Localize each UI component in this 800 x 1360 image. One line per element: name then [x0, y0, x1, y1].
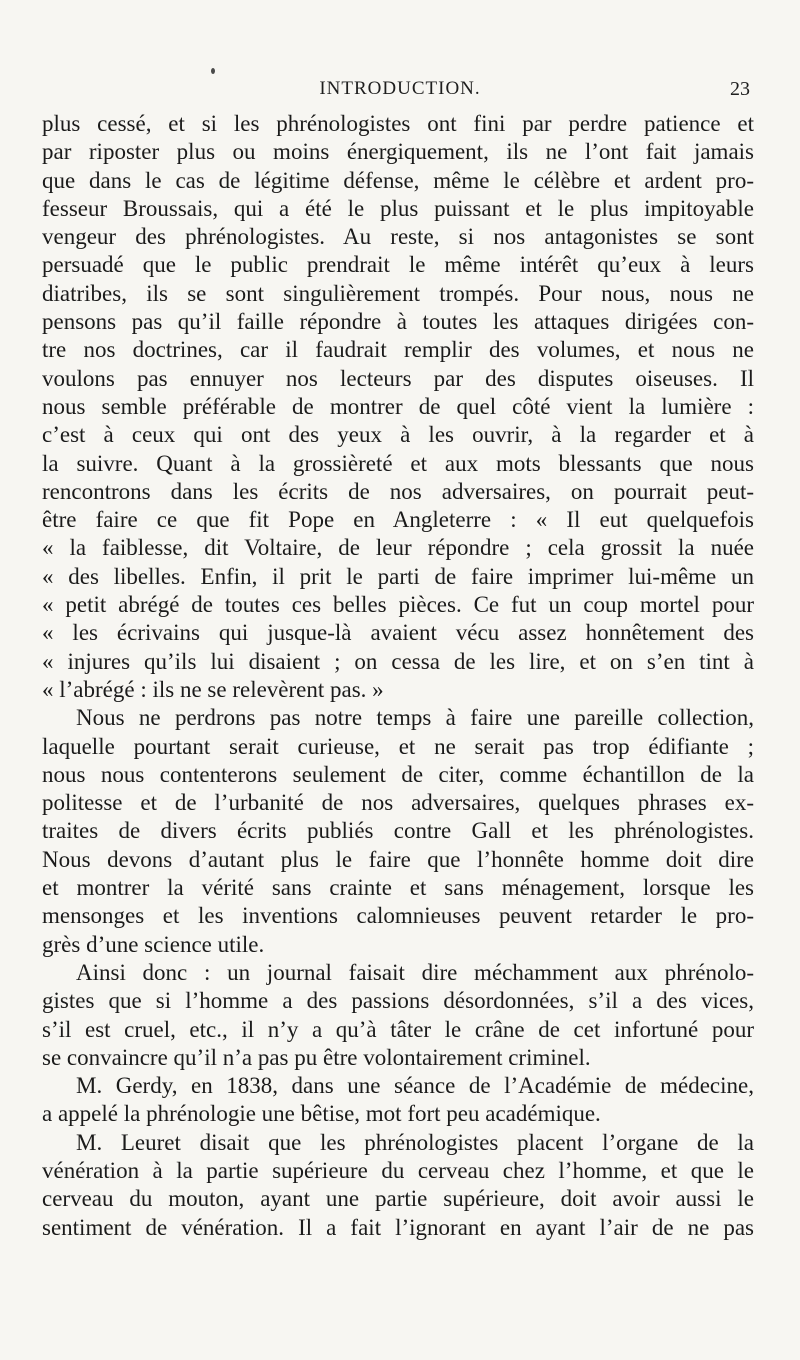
text-line: Nous ne perdrons pas notre temps à faire une pareille collection, [76, 705, 754, 731]
text-line: que dans le cas de légitime défense, même le célèbre et ardent pro- [42, 167, 754, 193]
text-line: cerveau du mouton, ayant une partie supérieure, doit avoir aussi le [42, 1186, 754, 1212]
text-line: « des libelles. Enfin, il prit le parti de faire imprimer lui-même un [42, 563, 754, 589]
text-line: c’est à ceux qui ont des yeux à les ouvrir, à la regarder et à [42, 422, 754, 448]
text-line: M. Leuret disait que les phrénologistes placent l’organe de la [76, 1129, 754, 1155]
text-line: plus cessé, et si les phrénologistes ont fini par perdre patience et [42, 111, 754, 136]
text-line: tre nos doctrines, car il faudrait remplir des volumes, et nous ne [42, 337, 754, 363]
text-line: rencontrons dans les écrits de nos adversaires, on pourrait peut- [42, 478, 754, 504]
text-line: traites de divers écrits publiés contre Gall et les phrénologistes. [42, 818, 754, 844]
text-line: « petit abrégé de toutes ces belles pièces. Ce fut un coup mortel pour [42, 592, 754, 618]
text-line: Ainsi donc : un journal faisait dire méchamment aux phrénolo- [76, 959, 754, 985]
text-line: persuadé que le public prendrait le même intérêt qu’eux à leurs [42, 252, 754, 278]
text-line: politesse et de l’urbanité de nos adversaires, quelques phrases ex- [42, 790, 754, 816]
ink-speck [211, 68, 215, 74]
text-line: nous semble préférable de montrer de quel côté vient la lumière : [42, 393, 754, 419]
text-line: vénération à la partie supérieure du cerveau chez l’homme, et que le [42, 1157, 754, 1183]
text-line: pensons pas qu’il faille répondre à toutes les attaques dirigées con- [42, 309, 754, 335]
text-line: « l’abrégé : ils ne se relevèrent pas. » [42, 676, 384, 702]
text-line: la suivre. Quant à la grossièreté et aux mots blessants que nous [42, 450, 754, 476]
text-line: diatribes, ils se sont singulièrement trompés. Pour nous, nous ne [42, 280, 754, 306]
text-line: M. Gerdy, en 1838, dans une séance de l’Académie de médecine, [76, 1073, 754, 1099]
text-line: se convaincre qu’il n’a pas pu être volontairement criminel. [42, 1044, 591, 1070]
text-line: par riposter plus ou moins énergiquement, ils ne l’ont fait jamais [42, 139, 754, 165]
body-text [42, 110, 754, 1242]
text-line: voulons pas ennuyer nos lecteurs par des disputes oiseuses. Il [42, 365, 754, 391]
running-head: INTRODUCTION. [319, 78, 481, 99]
page-number: 23 [730, 78, 750, 100]
text-line: laquelle pourtant serait curieuse, et ne serait pas trop édifiante ; [42, 733, 754, 759]
text-line: Nous devons d’autant plus le faire que l’honnête homme doit dire [42, 846, 754, 872]
text-line: gistes que si l’homme a des passions désordonnées, s’il a des vices, [42, 988, 754, 1014]
text-line: « injures qu’ils lui disaient ; on cessa de les lire, et on s’en tint à [42, 648, 754, 674]
text-line: « les écrivains qui jusque-là avaient vécu assez honnêtement des [42, 620, 754, 646]
text-line: être faire ce que fit Pope en Angleterre : « Il eut quelquefois [42, 507, 754, 533]
text-line: s’il est cruel, etc., il n’y a qu’à tâter le crâne de cet infortuné pour [42, 1016, 754, 1042]
text-line: sentiment de vénération. Il a fait l’ignorant en ayant l’air de ne pas [42, 1214, 754, 1240]
text-line: grès d’une science utile. [42, 931, 265, 957]
text-line: mensonges et les inventions calomnieuses peuvent retarder le pro- [42, 903, 754, 929]
text-line: a appelé la phrénologie une bêtise, mot fort peu académique. [42, 1101, 601, 1127]
text-line: nous nous contenterons seulement de citer, comme échantillon de la [42, 761, 754, 787]
page-header [40, 78, 760, 108]
text-line: fesseur Broussais, qui a été le plus puissant et le plus impitoyable [42, 195, 754, 221]
text-line: « la faiblesse, dit Voltaire, de leur répondre ; cela grossit la nuée [42, 535, 754, 561]
text-line: vengeur des phrénologistes. Au reste, si nos antagonistes se sont [42, 224, 754, 250]
text-line: et montrer la vérité sans crainte et sans ménagement, lorsque les [42, 875, 754, 901]
